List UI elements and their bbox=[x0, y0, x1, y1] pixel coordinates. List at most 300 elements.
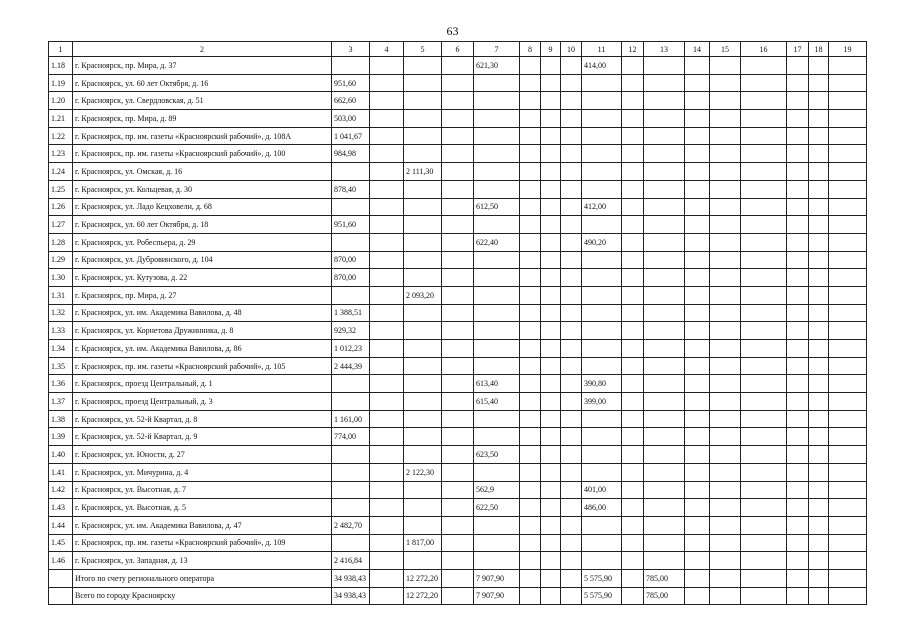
empty-cell bbox=[787, 569, 809, 587]
empty-cell bbox=[520, 180, 541, 198]
table-row bbox=[49, 463, 867, 481]
value-cell: 12 272,20 bbox=[404, 569, 442, 587]
empty-cell bbox=[741, 198, 787, 216]
value-cell: 399,00 bbox=[582, 393, 622, 411]
empty-cell bbox=[442, 163, 474, 181]
empty-cell bbox=[541, 216, 561, 234]
empty-cell bbox=[710, 74, 741, 92]
empty-cell bbox=[787, 145, 809, 163]
empty-cell bbox=[741, 110, 787, 128]
empty-cell bbox=[541, 251, 561, 269]
empty-cell bbox=[829, 375, 867, 393]
value-cell: 951,60 bbox=[332, 216, 370, 234]
value-cell bbox=[404, 74, 442, 92]
value-cell bbox=[582, 145, 622, 163]
empty-cell bbox=[520, 569, 541, 587]
empty-cell bbox=[710, 446, 741, 464]
empty-cell bbox=[561, 481, 582, 499]
empty-cell bbox=[685, 304, 710, 322]
empty-cell bbox=[442, 552, 474, 570]
value-cell bbox=[644, 410, 685, 428]
empty-cell bbox=[685, 233, 710, 251]
value-cell bbox=[644, 393, 685, 411]
empty-cell bbox=[520, 587, 541, 605]
address-cell: г. Красноярск, ул. Западная, д. 13 bbox=[73, 552, 332, 570]
empty-cell bbox=[741, 216, 787, 234]
empty-cell bbox=[541, 269, 561, 287]
empty-cell bbox=[622, 110, 644, 128]
empty-cell bbox=[622, 163, 644, 181]
empty-cell bbox=[370, 375, 404, 393]
empty-cell bbox=[741, 180, 787, 198]
header-row bbox=[49, 42, 867, 57]
empty-cell bbox=[685, 587, 710, 605]
value-cell bbox=[332, 534, 370, 552]
empty-cell bbox=[829, 534, 867, 552]
value-cell bbox=[582, 552, 622, 570]
row-number: 1.43 bbox=[49, 499, 73, 517]
empty-cell bbox=[442, 481, 474, 499]
row-number: 1.32 bbox=[49, 304, 73, 322]
empty-cell bbox=[741, 552, 787, 570]
empty-cell bbox=[561, 110, 582, 128]
empty-cell bbox=[541, 516, 561, 534]
column-header: 12 bbox=[622, 42, 644, 57]
row-number: 1.41 bbox=[49, 463, 73, 481]
empty-cell bbox=[561, 357, 582, 375]
empty-cell bbox=[685, 269, 710, 287]
empty-cell bbox=[829, 233, 867, 251]
address-cell: г. Красноярск, ул. Омская, д. 16 bbox=[73, 163, 332, 181]
empty-cell bbox=[541, 569, 561, 587]
empty-cell bbox=[809, 269, 829, 287]
value-cell: 7 907,90 bbox=[474, 587, 520, 605]
value-cell bbox=[582, 516, 622, 534]
empty-cell bbox=[685, 393, 710, 411]
empty-cell bbox=[622, 516, 644, 534]
empty-cell bbox=[685, 428, 710, 446]
value-cell: 5 575,90 bbox=[582, 587, 622, 605]
empty-cell bbox=[520, 481, 541, 499]
empty-cell bbox=[561, 57, 582, 75]
value-cell: 984,98 bbox=[332, 145, 370, 163]
empty-cell bbox=[710, 410, 741, 428]
value-cell: 785,00 bbox=[644, 569, 685, 587]
table-row bbox=[49, 322, 867, 340]
value-cell bbox=[332, 233, 370, 251]
empty-cell bbox=[442, 304, 474, 322]
empty-cell bbox=[829, 145, 867, 163]
value-cell bbox=[582, 340, 622, 358]
empty-cell bbox=[829, 322, 867, 340]
value-cell bbox=[404, 446, 442, 464]
empty-cell bbox=[541, 446, 561, 464]
table-row bbox=[49, 569, 867, 587]
empty-cell bbox=[561, 163, 582, 181]
empty-cell bbox=[710, 92, 741, 110]
empty-cell bbox=[787, 516, 809, 534]
empty-cell bbox=[809, 357, 829, 375]
empty-cell bbox=[685, 410, 710, 428]
value-cell bbox=[404, 127, 442, 145]
empty-cell bbox=[622, 180, 644, 198]
address-cell: г. Красноярск, ул. Высотная, д. 5 bbox=[73, 499, 332, 517]
empty-cell bbox=[370, 92, 404, 110]
empty-cell bbox=[809, 145, 829, 163]
address-cell: г. Красноярск, ул. Ладо Кецховели, д. 68 bbox=[73, 198, 332, 216]
empty-cell bbox=[809, 393, 829, 411]
empty-cell bbox=[809, 74, 829, 92]
empty-cell bbox=[442, 428, 474, 446]
value-cell bbox=[404, 304, 442, 322]
empty-cell bbox=[561, 534, 582, 552]
value-cell bbox=[644, 286, 685, 304]
value-cell bbox=[332, 57, 370, 75]
empty-cell bbox=[622, 145, 644, 163]
empty-cell bbox=[541, 375, 561, 393]
value-cell: 622,50 bbox=[474, 499, 520, 517]
empty-cell bbox=[520, 393, 541, 411]
value-cell: 870,00 bbox=[332, 251, 370, 269]
empty-cell bbox=[829, 304, 867, 322]
empty-cell bbox=[561, 269, 582, 287]
row-number: 1.44 bbox=[49, 516, 73, 534]
empty-cell bbox=[370, 180, 404, 198]
empty-cell bbox=[741, 127, 787, 145]
value-cell: 1 817,00 bbox=[404, 534, 442, 552]
value-cell: 1 161,00 bbox=[332, 410, 370, 428]
value-cell: 929,32 bbox=[332, 322, 370, 340]
empty-cell bbox=[809, 499, 829, 517]
empty-cell bbox=[520, 251, 541, 269]
value-cell: 613,40 bbox=[474, 375, 520, 393]
empty-cell bbox=[561, 569, 582, 587]
value-cell bbox=[474, 516, 520, 534]
empty-cell bbox=[561, 198, 582, 216]
table-row bbox=[49, 393, 867, 411]
empty-cell bbox=[741, 463, 787, 481]
empty-cell bbox=[520, 304, 541, 322]
empty-cell bbox=[829, 198, 867, 216]
empty-cell bbox=[370, 534, 404, 552]
empty-cell bbox=[787, 534, 809, 552]
value-cell bbox=[644, 145, 685, 163]
address-cell: г. Красноярск, пр. им. газеты «Красноярский рабочий», д. 105 bbox=[73, 357, 332, 375]
value-cell: 490,20 bbox=[582, 233, 622, 251]
empty-cell bbox=[520, 74, 541, 92]
value-cell bbox=[644, 322, 685, 340]
empty-cell bbox=[685, 163, 710, 181]
empty-cell bbox=[622, 127, 644, 145]
empty-cell bbox=[370, 163, 404, 181]
empty-cell bbox=[541, 393, 561, 411]
empty-cell bbox=[741, 587, 787, 605]
empty-cell bbox=[829, 552, 867, 570]
empty-cell bbox=[787, 393, 809, 411]
empty-cell bbox=[741, 481, 787, 499]
empty-cell bbox=[442, 463, 474, 481]
row-number: 1.39 bbox=[49, 428, 73, 446]
empty-cell bbox=[541, 357, 561, 375]
value-cell bbox=[644, 233, 685, 251]
column-header: 4 bbox=[370, 42, 404, 57]
empty-cell bbox=[710, 534, 741, 552]
empty-cell bbox=[809, 375, 829, 393]
empty-cell bbox=[809, 286, 829, 304]
value-cell bbox=[582, 286, 622, 304]
table-row bbox=[49, 410, 867, 428]
table-row bbox=[49, 251, 867, 269]
empty-cell bbox=[787, 127, 809, 145]
empty-cell bbox=[685, 322, 710, 340]
empty-cell bbox=[685, 92, 710, 110]
empty-cell bbox=[809, 251, 829, 269]
value-cell bbox=[644, 499, 685, 517]
empty-cell bbox=[741, 92, 787, 110]
empty-cell bbox=[741, 428, 787, 446]
value-cell: 623,50 bbox=[474, 446, 520, 464]
empty-cell bbox=[622, 57, 644, 75]
value-cell bbox=[582, 304, 622, 322]
address-cell: г. Красноярск, ул. 52-й Квартал, д. 8 bbox=[73, 410, 332, 428]
empty-cell bbox=[442, 446, 474, 464]
empty-cell bbox=[442, 534, 474, 552]
row-number: 1.38 bbox=[49, 410, 73, 428]
value-cell bbox=[474, 269, 520, 287]
empty-cell bbox=[710, 145, 741, 163]
value-cell bbox=[474, 463, 520, 481]
empty-cell bbox=[787, 481, 809, 499]
address-cell: г. Красноярск, ул. Высотная, д. 7 bbox=[73, 481, 332, 499]
empty-cell bbox=[541, 286, 561, 304]
empty-cell bbox=[741, 516, 787, 534]
value-cell bbox=[644, 216, 685, 234]
value-cell: 1 388,51 bbox=[332, 304, 370, 322]
address-cell: г. Красноярск, проезд Центральный, д. 3 bbox=[73, 393, 332, 411]
address-cell: г. Красноярск, ул. Мичурина, д. 4 bbox=[73, 463, 332, 481]
value-cell bbox=[644, 163, 685, 181]
empty-cell bbox=[541, 463, 561, 481]
empty-cell bbox=[787, 322, 809, 340]
data-table bbox=[48, 41, 867, 605]
empty-cell bbox=[370, 198, 404, 216]
empty-cell bbox=[685, 463, 710, 481]
empty-cell bbox=[622, 286, 644, 304]
empty-cell bbox=[809, 569, 829, 587]
empty-cell bbox=[541, 163, 561, 181]
value-cell bbox=[644, 534, 685, 552]
empty-cell bbox=[520, 463, 541, 481]
empty-cell bbox=[622, 340, 644, 358]
empty-cell bbox=[370, 233, 404, 251]
empty-cell bbox=[370, 322, 404, 340]
empty-cell bbox=[442, 180, 474, 198]
value-cell bbox=[582, 534, 622, 552]
empty-cell bbox=[787, 463, 809, 481]
empty-cell bbox=[829, 163, 867, 181]
value-cell bbox=[404, 198, 442, 216]
empty-cell bbox=[520, 163, 541, 181]
empty-cell bbox=[685, 145, 710, 163]
table-row bbox=[49, 304, 867, 322]
empty-cell bbox=[520, 198, 541, 216]
empty-cell bbox=[809, 304, 829, 322]
table-row bbox=[49, 74, 867, 92]
value-cell: 5 575,90 bbox=[582, 569, 622, 587]
table-row bbox=[49, 180, 867, 198]
table-row bbox=[49, 163, 867, 181]
value-cell bbox=[474, 180, 520, 198]
empty-cell bbox=[710, 393, 741, 411]
empty-cell bbox=[741, 375, 787, 393]
value-cell bbox=[332, 375, 370, 393]
empty-cell bbox=[370, 110, 404, 128]
empty-cell bbox=[809, 216, 829, 234]
empty-cell bbox=[370, 127, 404, 145]
empty-cell bbox=[809, 57, 829, 75]
empty-cell bbox=[685, 446, 710, 464]
empty-cell bbox=[685, 375, 710, 393]
empty-cell bbox=[370, 446, 404, 464]
empty-cell bbox=[561, 552, 582, 570]
value-cell: 951,60 bbox=[332, 74, 370, 92]
column-header: 6 bbox=[442, 42, 474, 57]
empty-cell bbox=[370, 74, 404, 92]
empty-cell bbox=[541, 74, 561, 92]
row-number: 1.24 bbox=[49, 163, 73, 181]
empty-cell bbox=[541, 304, 561, 322]
value-cell bbox=[404, 481, 442, 499]
value-cell bbox=[582, 251, 622, 269]
row-number: 1.45 bbox=[49, 534, 73, 552]
empty-cell bbox=[829, 180, 867, 198]
empty-cell bbox=[829, 286, 867, 304]
value-cell bbox=[644, 198, 685, 216]
row-number: 1.36 bbox=[49, 375, 73, 393]
address-cell: г. Красноярск, ул. Свердловская, д. 51 bbox=[73, 92, 332, 110]
empty-cell bbox=[710, 269, 741, 287]
empty-cell bbox=[520, 127, 541, 145]
empty-cell bbox=[787, 357, 809, 375]
empty-cell bbox=[561, 587, 582, 605]
empty-cell bbox=[710, 198, 741, 216]
value-cell bbox=[404, 180, 442, 198]
empty-cell bbox=[541, 481, 561, 499]
empty-cell bbox=[541, 499, 561, 517]
value-cell: 621,30 bbox=[474, 57, 520, 75]
value-cell bbox=[332, 286, 370, 304]
empty-cell bbox=[787, 286, 809, 304]
row-number: 1.25 bbox=[49, 180, 73, 198]
empty-cell bbox=[809, 481, 829, 499]
empty-cell bbox=[710, 569, 741, 587]
value-cell bbox=[474, 552, 520, 570]
table-row bbox=[49, 499, 867, 517]
empty-cell bbox=[741, 286, 787, 304]
row-number: 1.22 bbox=[49, 127, 73, 145]
value-cell bbox=[582, 322, 622, 340]
empty-cell bbox=[622, 269, 644, 287]
value-cell bbox=[404, 145, 442, 163]
empty-cell bbox=[710, 481, 741, 499]
empty-cell bbox=[710, 304, 741, 322]
empty-cell bbox=[741, 251, 787, 269]
empty-cell bbox=[370, 357, 404, 375]
empty-cell bbox=[829, 57, 867, 75]
empty-cell bbox=[809, 233, 829, 251]
address-cell: г. Красноярск, ул. Корнетова Дружинника, д. 8 bbox=[73, 322, 332, 340]
value-cell bbox=[582, 410, 622, 428]
empty-cell bbox=[787, 74, 809, 92]
empty-cell bbox=[710, 587, 741, 605]
empty-cell bbox=[442, 57, 474, 75]
empty-cell bbox=[809, 410, 829, 428]
empty-cell bbox=[685, 74, 710, 92]
value-cell bbox=[582, 216, 622, 234]
empty-cell bbox=[787, 251, 809, 269]
value-cell bbox=[404, 499, 442, 517]
address-cell: г. Красноярск, ул. 60 лет Октября, д. 18 bbox=[73, 216, 332, 234]
value-cell bbox=[404, 516, 442, 534]
empty-cell bbox=[809, 516, 829, 534]
value-cell bbox=[474, 410, 520, 428]
empty-cell bbox=[561, 286, 582, 304]
empty-cell bbox=[622, 428, 644, 446]
address-cell: Всего по городу Красноярску bbox=[73, 587, 332, 605]
column-header: 16 bbox=[741, 42, 787, 57]
empty-cell bbox=[442, 393, 474, 411]
empty-cell bbox=[787, 110, 809, 128]
empty-cell bbox=[622, 587, 644, 605]
empty-cell bbox=[442, 499, 474, 517]
row-number: 1.23 bbox=[49, 145, 73, 163]
empty-cell bbox=[520, 446, 541, 464]
empty-cell bbox=[541, 180, 561, 198]
empty-cell bbox=[370, 393, 404, 411]
value-cell bbox=[404, 428, 442, 446]
empty-cell bbox=[685, 340, 710, 358]
table-row bbox=[49, 127, 867, 145]
value-cell bbox=[404, 92, 442, 110]
empty-cell bbox=[787, 180, 809, 198]
empty-cell bbox=[622, 534, 644, 552]
empty-cell bbox=[829, 463, 867, 481]
empty-cell bbox=[370, 499, 404, 517]
table-row bbox=[49, 357, 867, 375]
address-cell: г. Красноярск, пр. им. газеты «Красноярский рабочий», д. 109 bbox=[73, 534, 332, 552]
empty-cell bbox=[561, 251, 582, 269]
empty-cell bbox=[741, 393, 787, 411]
empty-cell bbox=[561, 428, 582, 446]
empty-cell bbox=[520, 322, 541, 340]
value-cell bbox=[582, 428, 622, 446]
value-cell bbox=[474, 340, 520, 358]
empty-cell bbox=[370, 481, 404, 499]
address-cell: г. Красноярск, ул. им. Академика Вавилова, д. 47 bbox=[73, 516, 332, 534]
empty-cell bbox=[442, 340, 474, 358]
column-header: 15 bbox=[710, 42, 741, 57]
empty-cell bbox=[442, 375, 474, 393]
value-cell bbox=[644, 127, 685, 145]
empty-cell bbox=[561, 127, 582, 145]
value-cell bbox=[644, 463, 685, 481]
value-cell: 401,00 bbox=[582, 481, 622, 499]
empty-cell bbox=[710, 340, 741, 358]
empty-cell bbox=[829, 216, 867, 234]
empty-cell bbox=[520, 269, 541, 287]
empty-cell bbox=[710, 57, 741, 75]
value-cell bbox=[474, 163, 520, 181]
